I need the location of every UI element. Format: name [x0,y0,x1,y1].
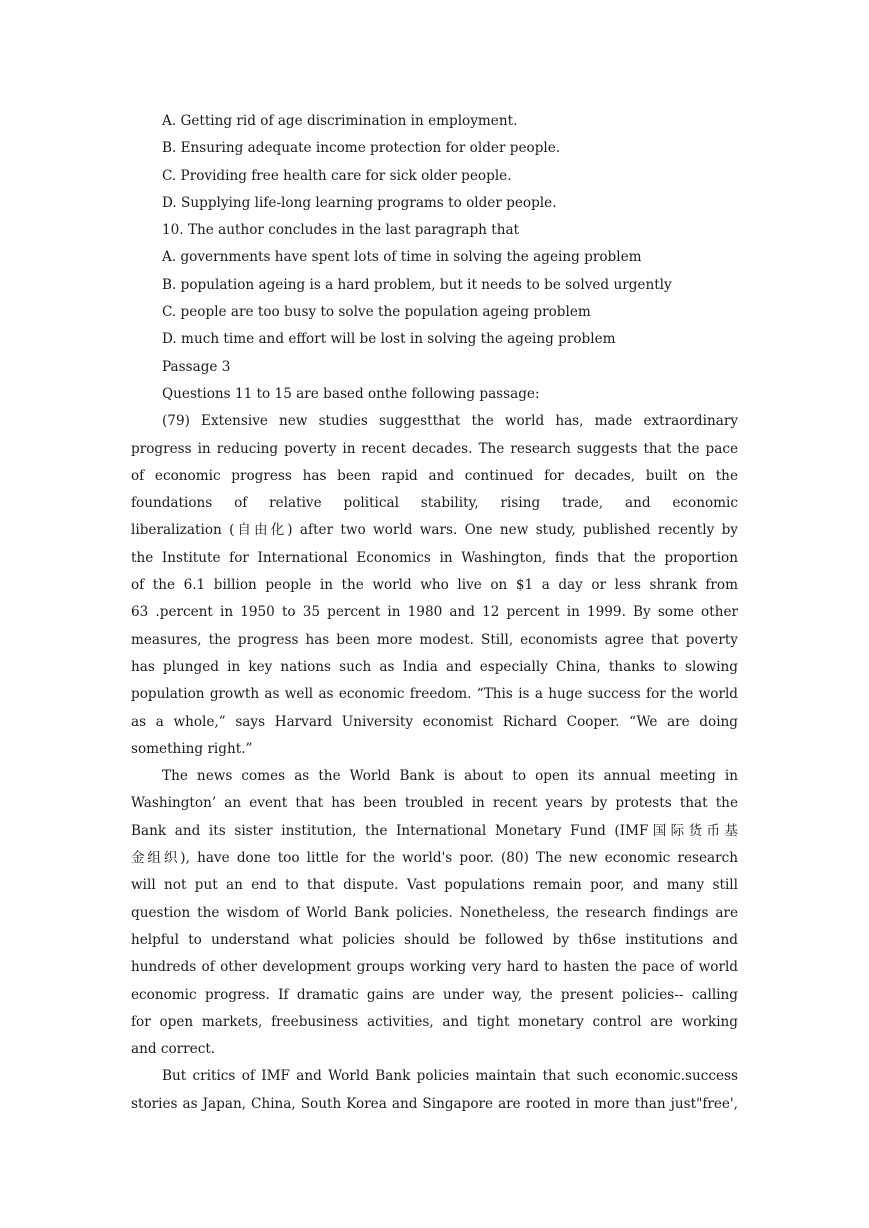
q10-option-a: A. governments have spent lots of time in solving the ageing problem [162,249,642,266]
paragraph-line: the Institute for International Economics in Washington, finds that the proportion [131,549,738,566]
passage-title: Passage 3 [162,358,231,375]
paragraph-line: Bank and its sister institution, the International Monetary Fund (IMF国际货币基 [131,822,738,839]
paragraph-line: of economic progress has been rapid and continued for decades, built on the [131,467,738,484]
paragraph-line: Washington’ an event that has been troubled in recent years by protests that the [131,795,738,812]
paragraph-line: of the 6.1 billion people in the world who live on $1 a day or less shrank from [131,577,738,594]
paragraph-line: liberalization (自由化) after two world wars. One new study, published recently by [131,522,738,539]
paragraph-line: But critics of IMF and World Bank policies maintain that such economic.success [162,1068,738,1085]
q10-option-b: B. population ageing is a hard problem, but it needs to be solved urgently [162,276,672,293]
paragraph-line: (79) Extensive new studies suggestthat the world has, made extraordinary [162,413,738,430]
q9-option-d: D. Supplying life-long learning programs to older people. [162,194,557,211]
document-body [131,108,738,1118]
paragraph-line: hundreds of other development groups working very hard to hasten the pace of world [131,959,738,976]
paragraph-line: for open markets, freebusiness activities, and tight monetary control are working [131,1013,738,1030]
paragraph-line: economic progress. If dramatic gains are under way, the present policies-- calling [131,986,738,1003]
paragraph-line: helpful to understand what policies should be followed by th6se institutions and [131,931,738,948]
paragraph-line: foundations of relative political stability, rising trade, and economic [131,495,738,512]
paragraph-3 [131,1063,738,1118]
q10-option-c: C. people are too busy to solve the population ageing problem [162,304,591,321]
paragraph-line: measures, the progress has been more modest. Still, economists agree that poverty [131,631,738,648]
q9-option-c: C. Providing free health care for sick older people. [162,167,512,184]
q10-option-d: D. much time and effort will be lost in solving the ageing problem [162,331,616,348]
paragraph-line: question the wisdom of World Bank policies. Nonetheless, the research findings are [131,904,738,921]
paragraph-line: 63 .percent in 1950 to 35 percent in 1980 and 12 percent in 1999. By some other [131,604,738,621]
paragraph-line: progress in reducing poverty in recent decades. The research suggests that the pace [131,440,738,457]
q9-option-b: B. Ensuring adequate income protection for older people. [162,140,561,157]
paragraph-line: something right.” [131,740,253,757]
passage-intro: Questions 11 to 15 are based onthe following passage: [162,385,540,402]
paragraph-line: stories as Japan, China, South Korea and Singapore are rooted in more than just"free', [131,1095,738,1112]
paragraph-line: as a whole,” says Harvard University economist Richard Cooper. “We are doing [131,713,738,730]
q10-stem: 10. The author concludes in the last paragraph that [162,222,520,239]
paragraph-2 [131,763,738,1063]
paragraph-line: will not put an end to that dispute. Vast populations remain poor, and many still [131,877,738,894]
paragraph-line: has plunged in key nations such as India and especially China, thanks to slowing [131,658,738,675]
paragraph-1 [131,408,738,763]
paragraph-line: The news comes as the World Bank is about to open its annual meeting in [162,768,738,785]
q9-option-a: A. Getting rid of age discrimination in employment. [162,113,518,129]
paragraph-line: and correct. [131,1041,216,1058]
paragraph-line: population growth as well as economic freedom. “This is a huge success for the world [131,686,738,703]
paragraph-line: 金组织), have done too little for the world's poor. (80) The new economic research [131,850,738,867]
